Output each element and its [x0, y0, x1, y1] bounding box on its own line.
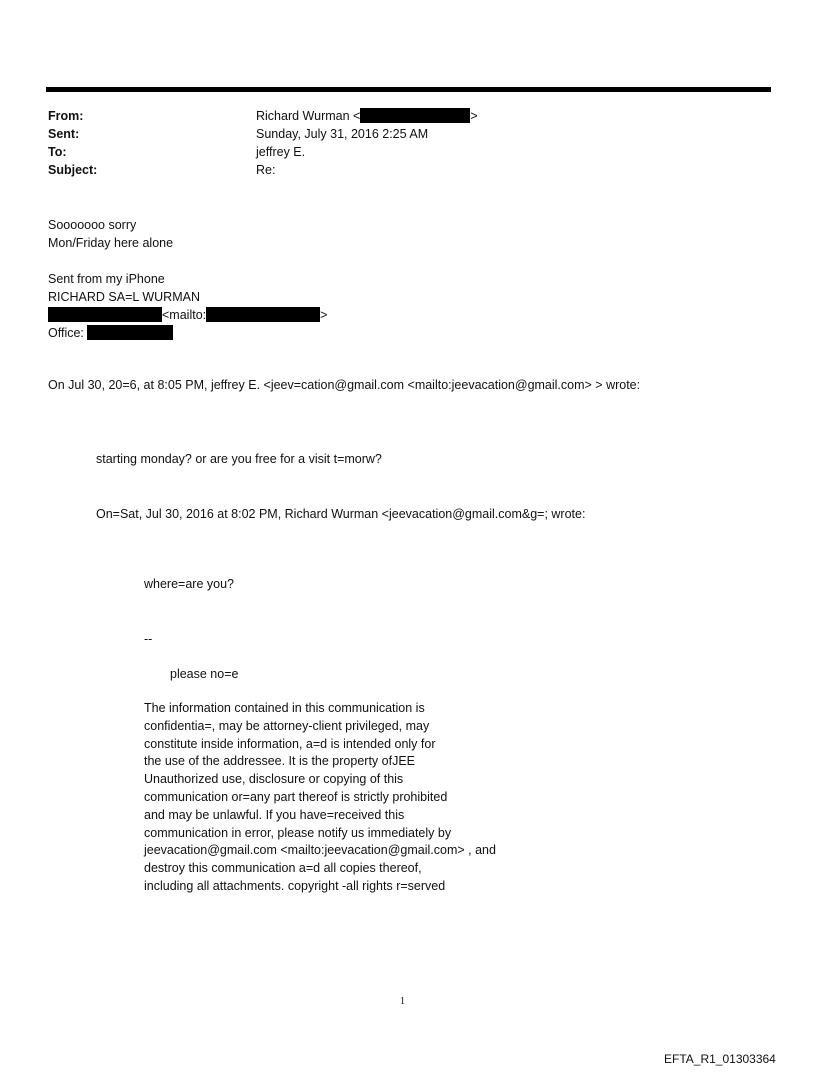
office-label: Office:	[48, 326, 84, 340]
disclaimer-line: confidentia=, may be attorney-client privileged, may	[144, 718, 430, 733]
signature-dashes: --	[144, 632, 153, 646]
disclaimer-line: including all attachments. copyright -all rights r=served	[144, 878, 446, 893]
quote-1-text: starting monday? or are you free for a visit t=morw?	[96, 452, 382, 466]
disclaimer-line: communication in error, please notify us immediately by	[144, 825, 452, 840]
disclaimer-line: jeevacation@gmail.com <mailto:jeevacation@gmail.com> , and	[144, 843, 496, 858]
disclaimer-block	[144, 700, 496, 896]
signature-name: RICHARD SA=L WURMAN	[48, 290, 200, 304]
header-rule	[46, 87, 771, 92]
sent-value: Sunday, July 31, 2016 2:25 AM	[256, 127, 429, 141]
sent-from-line: Sent from my iPhone	[48, 272, 165, 286]
from-close: >	[470, 109, 478, 123]
subject-value: Re:	[256, 163, 276, 177]
redaction-box	[48, 307, 162, 322]
redaction-box	[206, 307, 320, 322]
disclaimer-line: The information contained in this communication is	[144, 701, 425, 715]
from-name: Richard Wurman <	[256, 109, 361, 123]
body-line-2: Mon/Friday here alone	[48, 236, 174, 250]
redaction-box	[360, 108, 470, 123]
disclaimer-line: destroy this communication a=d all copies thereof,	[144, 861, 422, 876]
signature-email-row	[48, 306, 327, 324]
from-value	[256, 107, 478, 125]
quote-2-intro: On=Sat, Jul 30, 2016 at 8:02 PM, Richard Wurman <jeevacation@gmail.com&g=; wrote:	[96, 507, 586, 521]
document-id-footer: EFTA_R1_01303364	[664, 1052, 776, 1066]
subject-label: Subject:	[48, 163, 98, 177]
redaction-box	[87, 325, 173, 340]
page-number: 1	[400, 996, 405, 1007]
quote-2-text: where=are you?	[144, 577, 234, 591]
quote-1-intro: On Jul 30, 20=6, at 8:05 PM, jeffrey E. <jeev=cation@gmail.com <mailto:jeevacation@gmail.com> > wrote:	[48, 378, 641, 392]
disclaimer-line: and may be unlawful. If you have=received this	[144, 807, 405, 822]
sent-label: Sent:	[48, 127, 80, 141]
to-value: jeffrey E.	[256, 145, 306, 159]
disclaimer-line: the use of the addressee. It is the property ofJEE	[144, 754, 415, 769]
signature-office-row	[48, 324, 173, 342]
disclaimer-line: communication or=any part thereof is strictly prohibited	[144, 789, 448, 804]
disclaimer-line: Unauthorized use, disclosure or copying of this	[144, 772, 404, 787]
mailto-open: <mailto:	[162, 308, 207, 322]
mailto-close: >	[320, 308, 328, 322]
disclaimer-line: constitute inside information, a=d is intended only for	[144, 736, 436, 751]
body-line-1: Sooooooo sorry	[48, 218, 137, 232]
from-label: From:	[48, 109, 84, 123]
please-note: please no=e	[170, 667, 239, 681]
to-label: To:	[48, 145, 67, 159]
